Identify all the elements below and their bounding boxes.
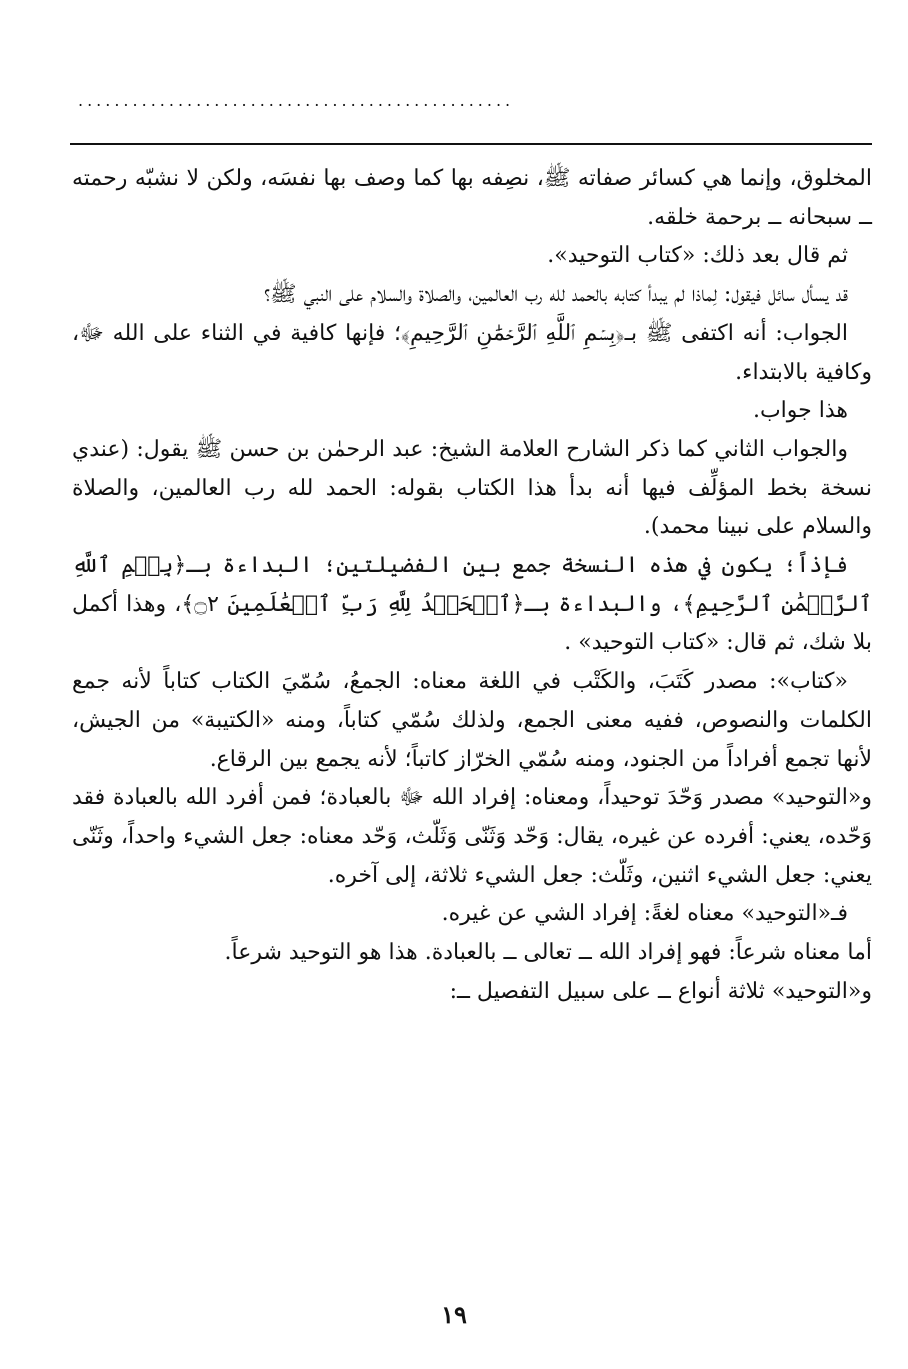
header-divider xyxy=(70,143,872,145)
paragraph: و«التوحيد» مصدر وَحّدَ توحيداً، ومعناه: إفراد الله ﷻ بالعبادة؛ فمن أفرد الله بالعبادة فقد وَحّده، يعني: أفرده عن غيره، يقال: وَحّد وَثَنّى وَثَلّث، وَحّد معناه: جعل الشيء واحداً، وثَنّى يعني: جعل الشيء اثنين، وثَلّث: جعل الشيء ثلاثة، إلى آخره. xyxy=(72,785,872,888)
body-text xyxy=(72,160,872,1011)
paragraph: ثم قال بعد ذلك: «كتاب التوحيد». xyxy=(547,243,848,269)
paragraph: قد يسأل سائل فيقول: لِماذا لم يبدأ كتابه بالحمد لله رب العالمين، والصلاة والسلام على النبي ﷺ؟ xyxy=(264,282,848,308)
paragraph: و«التوحيد» ثلاثة أنواع ــ على سبيل التفصيل ــ: xyxy=(449,978,872,1004)
header-dotted-line: ................................................ xyxy=(78,92,515,110)
paragraph: «كتاب»: مصدر كَتَبَ، والكَتْب في اللغة معناه: الجمعُ، سُمّيَ الكتاب كتاباً لأنه جمع الكلمات والنصوص، ففيه معنى الجمع، ولذلك سُمّي كتاباً، ومنه «الكتيبة» من الجيش، لأنها تجمع أفراداً من الجنود، ومنه سُمّي الخرّاز كاتباً؛ لأنه يجمع بين الرقاع. xyxy=(72,669,872,772)
paragraph: والجواب الثاني كما ذكر الشارح العلامة الشيخ: عبد الرحمٰن بن حسن ﷺ يقول: (عندي نسخة بخط المؤلِّف فيها أنه بدأ هذا الكتاب بقوله: الحمد لله رب العالمين، والصلاة والسلام على نبينا محمد). xyxy=(72,436,873,540)
paragraph: فـ«التوحيد» معناه لغةً: إفراد الشي عن غيره. xyxy=(441,901,848,927)
paragraph: المخلوق، وإنما هي كسائر صفاته ﷺ، نصِفه بها كما وصف بها نفسَه، ولكن لا نشبّه رحمته ــ سبحانه ــ برحمة خلقه. xyxy=(72,166,872,230)
paragraph: هذا جواب. xyxy=(752,398,848,424)
paragraph: أما معناه شرعاً: فهو إفراد الله ــ تعالى ــ بالعبادة. هذا هو التوحيد شرعاً. xyxy=(224,940,872,966)
paragraph: الجواب: أنه اكتفى ﷺ بـ﴿بِسۡمِ ٱللَّهِ ٱلرَّحۡمَٰنِ ٱلرَّحِيمِ﴾؛ فإنها كافية في الثناء على الله ﷻ، وكافية بالابتداء. xyxy=(72,320,872,385)
paragraph: فإذاً؛ يكون في هذه النسخة جمع بين الفضيلتين؛ البداءة بـ﴿بِسۡمِ ٱللَّهِ ٱلرَّحۡمَٰنِ ٱلرَّحِيمِ﴾، والبداءة بـ﴿ٱلۡحَمۡدُ لِلَّهِ رَبِّ ٱلۡعَٰلَمِينَ ۝٢﴾، وهذا أكمل بلا شك، ثم قال: «كتاب التوحيد» . xyxy=(72,553,872,656)
page-number: ١٩ xyxy=(441,1300,467,1329)
